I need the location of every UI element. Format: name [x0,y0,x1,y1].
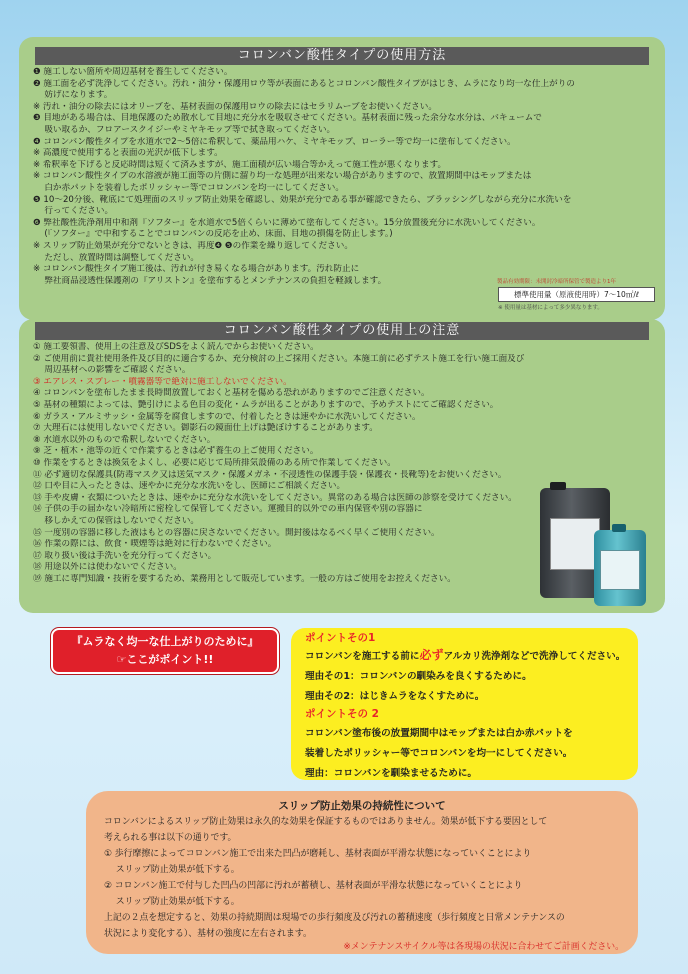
precaution-line: ⑭ 子供の手の届かない冷暗所に密栓して保管してください。運搬目的以外での車内保管や別の容器に [33,504,423,515]
point1-heading: ポイントその1 [305,632,376,644]
slip-durability-box [86,791,638,954]
points-box [291,628,638,780]
point2-line1: コロンバン塗布後の放置期間中はモップまたは白か赤パットを [305,728,573,739]
usage-line: ❹ コロンバン酸性タイプを水道水で2〜5倍に希釈して、薬品用ハケ、ミヤキモップ、ローラー等で均一に塗布してください。 [33,136,516,147]
precaution-line: ⑦ 大理石には使用しないでください。御影石の鏡面仕上げは艶ぼけすることがあります。 [33,423,378,434]
usage-line: ❶ 施工しない箇所や周辺基材を養生してください。 [33,67,233,77]
usage-amount-note: ※ 使用量は基材によって多少異なります。 [498,305,603,311]
precaution-line: ⑥ ガラス・アルミサッシ・金属等を腐食しますので、付着したときは速やかに水洗いしてください。 [33,411,421,422]
point1-reason1: 理由その1：コロンバンの馴染みを良くするために。 [305,671,532,682]
point1-text-b: アルカリ洗浄剤などで洗浄してください。 [443,651,626,662]
precaution-line: ⑮ 一度別の容器に移した液はもとの容器に戻さないでください。開封後はなるべく早くご使用ください。 [33,527,440,538]
slip-line: スリップ防止効果が低下する。 [104,865,240,875]
usage-line: ※ 希釈率を下げると反応時間は短くて済みますが、施工面積が広い場合等かえって施工性が悪くなります。 [33,159,447,170]
precaution-line: ⑨ 芝・植木・池等の近くで作業するときは必ず養生の上ご使用ください。 [33,446,319,457]
product-canister-small [594,530,646,606]
point1-reason2: 理由その2：はじきムラをなくすために。 [305,691,485,702]
usage-method-list [33,67,653,287]
precaution-line: ⑯ 作業の際には、飲食・喫煙等は絶対に行わないでください。 [33,539,277,550]
usage-line: ※ スリップ防止効果が充分でないときは、再度❹ ❺の作業を繰り返してください。 [33,240,353,251]
usage-line: ❷ 施工面を必ず洗浄してください。汚れ・油分・保護用ロウ等が表面にあるとコロンバン酸性タイプがはじき、ムラになり均一な仕上がりの [33,78,575,89]
precaution-line: ② ご使用前に貴社使用条件及び目的に適合するか、充分検討の上ご採用ください。本施工前に必ずテスト施工を行い施工面及び [33,353,525,364]
canister-cap [612,524,626,532]
point2-heading: ポイントその 2 [305,708,379,720]
precaution-line: ⑫ 口や目に入ったときは、速やかに充分な水洗いをし、医師にご相談ください。 [33,481,346,492]
slip-line: スリップ防止効果が低下する。 [104,897,240,907]
precaution-line: ⑱ 用途以外には使わないでください。 [33,562,182,573]
usage-line: ❸ 目地がある場合は、目地保護のため散水して目地に充分水を吸収させてください。基材表面に残った余分な水分は、バキュームで [33,113,542,124]
precaution-line: 周辺基材への影響をご確認ください。 [33,365,191,376]
precaution-line: ⑤ 基材の種類によっては、艶引けによる色目の変化・ムラが出ることがありますので、予めテストにてご確認ください。 [33,399,499,410]
slip-line: コロンバンによるスリップ防止効果は永久的な効果を保証するものではありません。効果が低下する要因として [104,817,548,827]
precaution-line: ⑪ 必ず適切な保護具(防毒マスク又は送気マスク・保護メガネ・不浸透性の保護手袋・保護衣・長靴等)をお使いください。 [33,469,507,480]
slip-line: ② コロンバン施工で付与した凹凸の凹部に汚れが蓄積し、基材表面が平滑な状態になっていくことにより [104,881,523,891]
precaution-line: ⑧ 水道水以外のもので希釈しないでください。 [33,434,216,445]
usage-line: ※ 汚れ・油分の除去にはオリーブを、基材表面の保護用ロウの除去にはセラリムーブをお使いください。 [33,101,437,112]
usage-line: ※ 高濃度で使用すると表面の光沢が低下します。 [33,148,223,159]
usage-line: (『ソフター』で中和することでコロンバンの反応を止め、床面、目地の損傷を防止します。) [33,229,393,240]
precautions-title: コロンバン酸性タイプの使用上の注意 [35,322,649,340]
usage-line: 白か赤パットを装着したポリッシャー等でコロンバンを均一にしてください。 [33,182,344,193]
usage-method-title: コロンバン酸性タイプの使用方法 [35,47,649,65]
slip-line: ① 歩行摩擦によってコロンバン施工で出来た凹凸が磨耗し、基材表面が平滑な状態になっていくことにより [104,849,532,859]
usage-line: 弊社商品浸透性保護剤の『アリストン』を塗布するとメンテナンスの負担を軽減します。 [33,275,387,286]
precaution-line: 移しかえての保管はしないでください。 [33,515,200,526]
point1-text-a: コロンバンを施工する前に [305,651,420,662]
precaution-line: ⑲ 施工に専門知識・技術を要するため、業務用として販売しています。一般の方はご使用をお控えください。 [33,573,456,584]
maintenance-note: ※メンテナンスサイクル等は各現場の状況に合わせてご計画ください。 [343,942,624,952]
canister-cap [550,482,566,490]
precaution-line: ⑩ 作業をするときは換気をよくし、必要に応じて局所排気設備のある所で作業してください。 [33,457,396,468]
usage-line: ※ コロンバン酸性タイプ施工後は、汚れが付き易くなる場合があります。汚れ防止に [33,264,360,275]
usage-line: ❺ 10〜20分後、靴底にて処理面のスリップ防止効果を確認し、効果が充分である事が確認できたら、ブラッシングしながら充分に水洗いを [33,194,572,205]
slip-line: 状況により変化する）、基材の強度に左右されます。 [104,929,312,939]
banner-line-2: ☞ここがポイント!! [116,653,214,666]
precaution-line-warning: ③ エアレス・スプレー・噴霧器等で絶対に施工しないでください。 [33,376,292,387]
usage-line: 吸い取るか、フロアースクイジーやミヤキモップ等で拭き取ってください。 [33,124,336,135]
usage-method-panel [19,37,665,320]
precaution-line: ④ コロンバンを塗布したまま長時間放置しておくと基材を傷める恐れがありますのでご注意ください。 [33,388,430,399]
point-banner [51,628,279,674]
usage-line: ただし、放置時間は調整してください。 [33,252,200,263]
point1-accent: 必ず [419,648,444,662]
canister-label [550,518,600,570]
slip-durability-title: スリップ防止効果の持続性について [278,800,446,812]
point2-line2: 装着したポリッシャー等でコロンバンを均一にしてください。 [305,748,573,759]
precaution-line: ⑰ 取り扱い後は手洗いを充分行ってください。 [33,550,217,561]
point1-text [305,646,625,663]
canister-label [600,550,640,590]
usage-line: 妨げになります。 [33,90,113,101]
usage-line: ❻ 弊社酸性洗浄剤用中和剤『ソフター』を水道水で5倍くらいに薄めて塗布してください。15分放置後充分に水洗いしてください。 [33,217,541,228]
usage-line: 行ってください。 [33,206,114,217]
expiry-note: 製品有効期限：未開封冷暗所保管で製造より1年 [497,279,617,285]
precaution-line: ⑬ 手や皮膚・衣類についたときは、速やかに充分な水洗いをしてください。異常のある場合は医師の診察を受けてください。 [33,492,517,503]
slip-line: 考えられる事は以下の通りです。 [104,833,237,843]
slip-line: 上記の２点を想定すると、効果の持続期間は現場での歩行頻度及び汚れの蓄積速度（歩行頻度と日常メンテナンスの [104,913,565,923]
usage-line: ※ コロンバン酸性タイプの水溶液が施工面等の片側に溜り均一な処理が出来ない場合がありますので、放置期間中はモップまたは [33,171,532,182]
precaution-line: ① 施工要領書、使用上の注意及びSDSをよく読んでからお使いください。 [33,342,319,352]
banner-line-1: 『ムラなく均一な仕上がりのために』 [71,635,259,648]
standard-usage-box: 標準使用量（原液使用時）7〜10㎡/ℓ [498,287,655,302]
point2-reason: 理由：コロンバンを馴染ませるために。 [305,768,478,779]
